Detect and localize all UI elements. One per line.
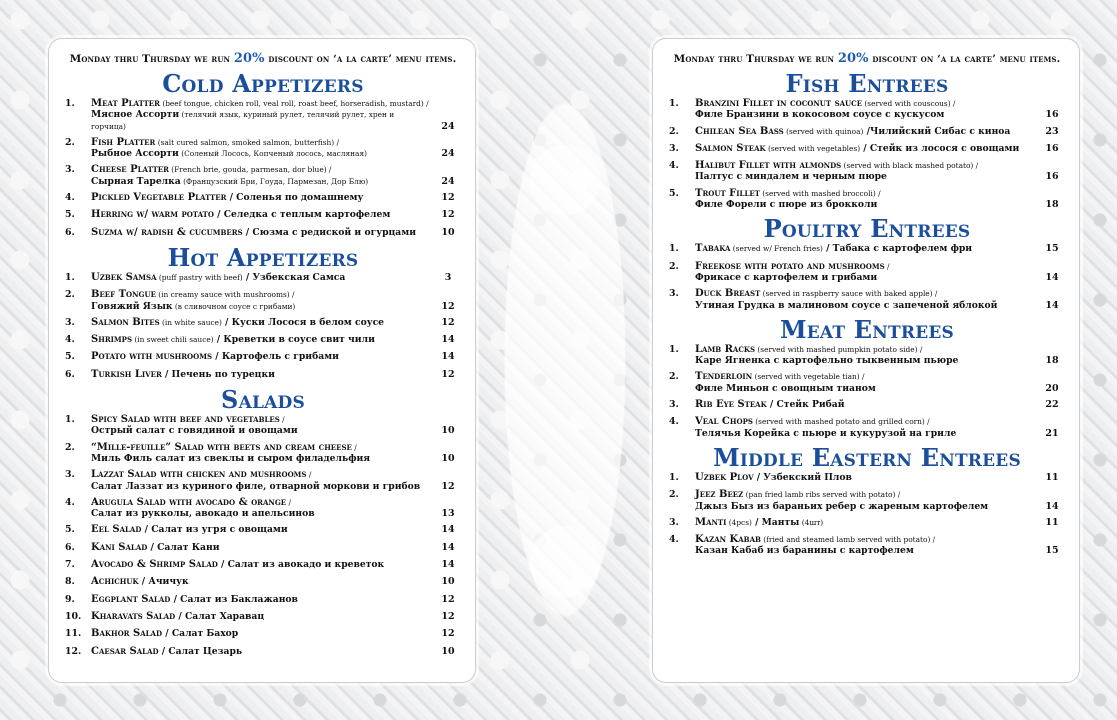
item-price: 24: [441, 148, 455, 160]
menu-item: [665, 399, 1069, 410]
item-number: 7.: [65, 559, 75, 571]
item-number: 1.: [669, 343, 679, 355]
item-description: [91, 192, 431, 203]
item-note-ru: (в сливочном соусе с грибами): [172, 301, 296, 311]
menu-item: [61, 414, 465, 437]
menu-item: [61, 192, 465, 203]
item-number: 2.: [669, 489, 679, 501]
item-number: 3.: [669, 288, 679, 300]
menu-item: [665, 472, 1069, 483]
item-note-en: (in creamy sauce with mushrooms) /: [155, 290, 295, 300]
item-description: [91, 646, 431, 657]
item-name-en: Meat Platter: [91, 98, 160, 109]
item-number: 1.: [65, 98, 75, 109]
item-price: 10: [441, 645, 455, 657]
item-price: 12: [441, 316, 455, 328]
item-number: 9.: [65, 593, 75, 605]
item-note-en: (served with mashed broccoli) /: [759, 188, 881, 198]
item-description: [91, 137, 431, 160]
item-name-ru: / Салат Кани: [147, 541, 220, 553]
item-name-ru: / Печень по турецки: [161, 368, 275, 380]
item-description: [695, 98, 1035, 121]
item-note-en: (4pcs): [726, 517, 752, 527]
item-name-ru: / Салат Харавац: [175, 610, 265, 622]
item-name-en: Kani Salad: [91, 541, 148, 553]
item-name-en: Duck Breast: [695, 288, 761, 300]
item-name-ru: Острый салат с говядиной и овощами: [91, 425, 298, 437]
item-number: 1.: [65, 414, 75, 426]
item-name-ru: / Манты: [751, 516, 800, 528]
item-name-en: Turkish Liver: [91, 368, 162, 380]
item-note-ru: (4шт): [799, 517, 824, 527]
section-title: Meat Entrees: [780, 314, 954, 344]
item-price: 21: [1045, 427, 1059, 439]
menu-item: [665, 517, 1069, 528]
item-number: 2.: [669, 371, 679, 383]
item-name-en: Uzbek Samsa: [91, 271, 157, 283]
menu-item: [665, 344, 1069, 367]
item-name-en: Pickled Vegetable Platter: [91, 192, 227, 204]
item-description: [91, 272, 431, 283]
item-name-en: Salmon Bites: [91, 316, 160, 328]
item-name-en: Eggplant Salad: [91, 593, 171, 605]
item-name-en: Cheese Platter: [91, 164, 169, 176]
discount-banner: Monday thru Thursday we run 20% discount on ‘a la carte’ menu items.: [673, 51, 1061, 66]
item-description: [695, 472, 1035, 483]
item-description: [91, 628, 431, 639]
item-name-en: Rib Eye Steak: [695, 399, 767, 411]
item-description: [91, 289, 431, 312]
item-name-ru: Филе Миньон с овощным тианом: [695, 382, 876, 394]
menu-item: [665, 160, 1069, 183]
section-title: Fish Entrees: [785, 69, 949, 98]
item-number: 4.: [669, 534, 679, 546]
item-price: 12: [441, 610, 455, 622]
item-number: 3.: [669, 516, 679, 528]
item-description: [91, 369, 431, 380]
menu-item: [61, 272, 465, 283]
item-price: 10: [441, 576, 455, 588]
item-number: 10.: [65, 610, 82, 622]
item-description: [695, 143, 1035, 154]
item-note-en: (French brie, gouda, parmesan, dor blue) /: [168, 165, 332, 175]
menu-item: [61, 497, 465, 520]
discount-banner: Monday thru Thursday we run 20% discount on ‘a la carte’ menu items.: [69, 51, 457, 66]
item-note-en: (served with mashed pumpkin potato side) /: [755, 344, 923, 354]
item-note-en: (puff pastry with beef): [156, 272, 243, 282]
item-name-en: Halibut Fillet with almonds: [695, 160, 842, 172]
item-name-ru: / Узбекская Самса: [242, 271, 346, 283]
item-description: [91, 164, 431, 187]
menu-item: [61, 611, 465, 622]
item-number: 12.: [65, 645, 82, 657]
item-note-en: /: [286, 497, 291, 507]
item-name-en: Avocado & Shrimp Salad: [91, 559, 218, 571]
menu-item: [61, 469, 465, 492]
item-name-ru: Казан Кабаб из баранины с картофелем: [695, 545, 914, 557]
item-price: 14: [1045, 271, 1059, 283]
item-note-en: (served with quinoa): [783, 126, 864, 136]
item-name-en: Caesar Salad: [91, 645, 159, 657]
menu-item: [665, 143, 1069, 154]
item-description: [91, 497, 431, 520]
item-description: [695, 261, 1035, 284]
menu-item: [665, 416, 1069, 439]
item-price: 15: [1045, 243, 1059, 255]
item-number: 6.: [65, 368, 75, 380]
item-description: [695, 344, 1035, 367]
item-name-en: Potato with mushrooms: [91, 351, 213, 363]
item-name-ru: Филе Бранзини в кокосовом соусе с кускусом: [695, 109, 945, 121]
item-price: 3: [444, 271, 452, 283]
item-price: 16: [1045, 171, 1059, 183]
item-name-ru: / Куски Лосося в белом соусе: [221, 316, 385, 328]
item-number: 2.: [65, 289, 75, 301]
item-note-en: (in sweet chili sauce): [132, 335, 214, 345]
item-name-ru: / Сюзма с редиской и огурцами: [242, 226, 417, 238]
section-title: Cold Appetizers: [162, 69, 364, 98]
item-number: 3.: [65, 469, 75, 481]
item-name-ru: / Салат Бахор: [162, 628, 239, 640]
item-note-ru: (телячий язык, куриный рулет, телячий рулет, хрен и горчица): [91, 110, 395, 131]
item-name-en: “Mille-feuille” Salad with beets and cream cheese: [91, 441, 352, 453]
menu-item: [61, 576, 465, 587]
item-name-ru: / Стейк из лосося с овощами: [860, 142, 1020, 154]
item-number: 2.: [65, 441, 75, 453]
item-name-ru: /Чилийский Сибас с киноа: [863, 125, 1011, 137]
menu-page-left: [48, 38, 476, 683]
menu-item: [665, 126, 1069, 137]
item-description: [695, 371, 1035, 394]
menu-item: [665, 534, 1069, 557]
section-title: Hot Appetizers: [167, 242, 359, 272]
item-price: 14: [441, 334, 455, 346]
item-description: [695, 489, 1035, 512]
item-name-ru: Джыз Быз из бараньих ребер с жареным картофелем: [695, 500, 989, 512]
menu-item: [61, 524, 465, 535]
item-number: 2.: [65, 136, 75, 148]
menu-item: [61, 442, 465, 465]
item-name-ru: Миль Филь салат из свеклы и сыром филадельфия: [91, 452, 371, 464]
item-name-en: Eel Salad: [91, 524, 142, 536]
item-name-en: Uzbek Plov: [695, 471, 754, 483]
item-description: [695, 399, 1035, 410]
menu-item: [61, 628, 465, 639]
item-price: 14: [441, 559, 455, 571]
item-description: [91, 442, 431, 465]
item-description: [91, 317, 431, 328]
item-name-ru: / Картофель с грибами: [212, 351, 339, 363]
item-description: [695, 534, 1035, 557]
item-description: [91, 334, 431, 345]
item-price: 18: [1045, 199, 1059, 211]
item-note-en: (served with mashed potato and grilled corn) /: [752, 417, 930, 427]
menu-item: [61, 594, 465, 605]
item-price: 14: [441, 524, 455, 536]
item-name-ru: / Узбекский Плов: [753, 471, 852, 483]
item-price: 10: [441, 425, 455, 437]
item-name-ru: Фрикасе с картофелем и грибами: [695, 271, 878, 283]
item-name-ru: / Ачичук: [138, 576, 189, 588]
item-price: 15: [1045, 545, 1059, 557]
item-note-en: (served with couscous) /: [862, 99, 956, 108]
item-name-en: Branzini Fillet in coconut sauce: [695, 98, 863, 109]
item-number: 4.: [65, 496, 75, 508]
item-name-ru: Палтус с миндалем и черным пюре: [695, 171, 887, 183]
item-price: 14: [441, 351, 455, 363]
item-price: 18: [1045, 355, 1059, 367]
ornamental-background: [480, 0, 650, 720]
item-name-en: Arugula Salad with avocado & orange: [91, 496, 287, 508]
item-description: [91, 542, 431, 553]
item-price: 11: [1045, 516, 1059, 528]
item-description: [91, 414, 431, 437]
menu-item: [61, 209, 465, 220]
item-note-en: /: [351, 442, 357, 452]
item-price: 10: [441, 452, 455, 464]
item-name-ru: / Креветки в соусе свит чили: [213, 334, 375, 346]
item-note-en: /: [884, 261, 890, 271]
item-price: 12: [441, 593, 455, 605]
item-name-en: Kazan Kabab: [695, 534, 761, 546]
item-name-en: Tenderloin: [695, 371, 753, 383]
item-description: [91, 351, 431, 362]
item-price: 12: [441, 480, 455, 492]
item-note-en: (salt cured salmon, smoked salmon, butterfish) /: [155, 137, 340, 147]
item-description: [91, 469, 431, 492]
item-number: 8.: [65, 576, 75, 588]
item-number: 1.: [669, 471, 679, 483]
item-number: 6.: [65, 541, 75, 553]
item-name-en: Trout Fillet: [695, 187, 760, 199]
section-title: Salads: [221, 385, 305, 415]
menu-column: [665, 70, 1069, 557]
item-description: [91, 594, 431, 605]
item-description: [91, 559, 431, 570]
item-name-ru: / Салат из авокадо и креветок: [217, 559, 385, 571]
item-name-ru: Каре Ягненка с картофельно тыквенным пьюре: [695, 355, 959, 367]
item-number: 5.: [65, 209, 75, 221]
menu-item: [665, 98, 1069, 121]
item-number: 4.: [65, 192, 75, 204]
section-title: Middle Eastern Entrees: [713, 442, 1021, 472]
item-note-en: /: [306, 470, 312, 480]
item-name-en: Chilean Sea Bass: [695, 125, 784, 137]
item-price: 12: [441, 192, 455, 204]
item-name-en: Salmon Steak: [695, 142, 766, 154]
item-description: [91, 611, 431, 622]
item-description: [91, 227, 431, 238]
item-number: 2.: [669, 125, 679, 137]
item-price: 12: [441, 368, 455, 380]
item-price: 20: [1045, 382, 1059, 394]
item-note-en: (beef tongue, chicken roll, veal roll, roast beef, horseradish, mustard) /: [159, 99, 429, 108]
item-description: [695, 243, 1035, 254]
item-name-ru: / Соленья по домашнему: [226, 192, 364, 204]
item-name-ru: Филе Форели с пюре из брокколи: [695, 199, 878, 211]
item-note-ru: (Соленый Лосось, Копченый лосось, масляная): [178, 149, 367, 159]
item-description: [695, 160, 1035, 183]
item-number: 5.: [65, 351, 75, 363]
section-title: Poultry Entrees: [763, 214, 971, 244]
menu-item: [61, 317, 465, 328]
item-number: 3.: [65, 164, 75, 176]
item-note-en: (served in raspberry sauce with baked apple) /: [760, 289, 938, 299]
item-description: [91, 98, 431, 132]
item-number: 4.: [669, 160, 679, 172]
item-price: 23: [1045, 125, 1059, 137]
item-note-en: (served with vegetable tian) /: [752, 372, 865, 382]
menu-item: [61, 227, 465, 238]
item-name-ru: Утиная Грудка в малиновом соусе с запеченой яблокой: [695, 299, 998, 311]
menu-item: [665, 188, 1069, 211]
item-description: [91, 576, 431, 587]
menu-item: [61, 542, 465, 553]
item-number: 1.: [669, 243, 679, 255]
item-number: 3.: [669, 399, 679, 411]
item-name-en: Suzma w/ radish & cucumbers: [91, 226, 243, 238]
item-name-ru: Говяжий Язык: [91, 300, 173, 312]
menu-item: [61, 369, 465, 380]
item-price: 22: [1045, 399, 1059, 411]
item-number: 6.: [65, 226, 75, 238]
item-name-en: Jeez Beez: [695, 489, 744, 501]
item-name-en: Shrimps: [91, 334, 132, 346]
item-name-ru: / Салат из Баклажанов: [170, 593, 298, 605]
item-price: 12: [441, 628, 455, 640]
item-number: 11.: [65, 628, 82, 640]
menu-item: [665, 288, 1069, 311]
item-price: 14: [1045, 500, 1059, 512]
menu-page-right: [652, 38, 1080, 683]
item-name-ru: / Селедка с теплым картофелем: [213, 209, 391, 221]
menu-item: [61, 98, 465, 132]
menu-item: [61, 351, 465, 362]
item-note-en: (served with black mashed potato) /: [841, 161, 979, 171]
menu-item: [61, 164, 465, 187]
menu-item: [61, 289, 465, 312]
menu-column: [61, 70, 465, 657]
item-number: 1.: [65, 271, 75, 283]
item-description: [91, 209, 431, 220]
item-name-en: Spicy Salad with beef and vegetables: [91, 414, 280, 426]
item-number: 5.: [65, 524, 75, 536]
item-name-en: Lamb Racks: [695, 343, 756, 355]
item-name-en: Herring w/ warm potato: [91, 209, 214, 221]
item-price: 14: [441, 541, 455, 553]
item-number: 3.: [65, 316, 75, 328]
item-name-ru: / Табака с картофелем фри: [822, 243, 973, 255]
item-price: 16: [1045, 142, 1059, 154]
item-name-ru: / Салат из угря с овощами: [141, 524, 288, 536]
item-price: 24: [441, 120, 455, 132]
item-price: 14: [1045, 299, 1059, 311]
item-name-en: Kharavats Salad: [91, 610, 176, 622]
item-note-en: (in white sauce): [159, 317, 222, 327]
item-name-ru: Сырная Тарелка: [91, 175, 181, 187]
item-description: [695, 288, 1035, 311]
item-note-en: (served w/ French fries): [730, 244, 823, 254]
item-name-en: Lazzat Salad with chicken and mushrooms: [91, 469, 307, 481]
item-name-ru: / Стейк Рибай: [766, 399, 845, 411]
item-name-en: Veal Chops: [695, 416, 753, 428]
menu-item: [61, 646, 465, 657]
item-description: [695, 126, 1035, 137]
menu-item: [665, 261, 1069, 284]
item-note-en: (fried and steamed lamb served with potato) /: [760, 535, 936, 545]
item-note-ru: (Французский Бри, Гоуда, Пармезан, Дор Блю): [180, 176, 369, 186]
item-number: 5.: [669, 187, 679, 199]
item-price: 11: [1045, 471, 1059, 483]
item-price: 16: [1045, 109, 1059, 121]
item-name-en: Manti: [695, 516, 727, 528]
item-description: [695, 517, 1035, 528]
item-note-en: (served with vegetables): [765, 143, 861, 153]
menu-item: [61, 559, 465, 570]
menu-item: [61, 334, 465, 345]
item-number: 2.: [669, 260, 679, 272]
item-description: [695, 188, 1035, 211]
menu-item: [665, 371, 1069, 394]
item-note-en: (pan fried lamb ribs served with potato) /: [743, 490, 901, 500]
item-name-ru: Телячья Корейка с пьюре и кукурузой на гриле: [695, 427, 957, 439]
item-name-en: Fish Platter: [91, 136, 156, 148]
item-name-ru: / Салат Цезарь: [158, 645, 243, 657]
item-name-en: Achichuk: [91, 576, 139, 588]
item-name-en: Freekose with potato and mushrooms: [695, 260, 885, 272]
item-price: 12: [441, 209, 455, 221]
item-description: [695, 416, 1035, 439]
item-number: 4.: [669, 416, 679, 428]
item-number: 4.: [65, 334, 75, 346]
item-name-en: Tabaka: [695, 243, 731, 255]
item-number: 1.: [669, 98, 679, 109]
item-price: 24: [441, 175, 455, 187]
item-name-en: Bakhor Salad: [91, 628, 163, 640]
item-price: 13: [441, 508, 455, 520]
item-description: [91, 524, 431, 535]
item-number: 3.: [669, 142, 679, 154]
item-price: 12: [441, 300, 455, 312]
menu-item: [665, 243, 1069, 254]
item-note-en: /: [279, 415, 285, 425]
item-name-ru: Мясное Ассорти: [91, 109, 180, 121]
item-name-ru: Салат Лаззат из куриного филе, отварной моркови и грибов: [91, 480, 421, 492]
item-name-ru: Рыбное Ассорти: [91, 148, 179, 160]
menu-item: [61, 137, 465, 160]
item-name-en: Beef Tongue: [91, 289, 156, 301]
item-price: 10: [441, 226, 455, 238]
item-name-ru: Салат из рукколы, авокадо и апельсинов: [91, 508, 315, 520]
menu-item: [665, 489, 1069, 512]
